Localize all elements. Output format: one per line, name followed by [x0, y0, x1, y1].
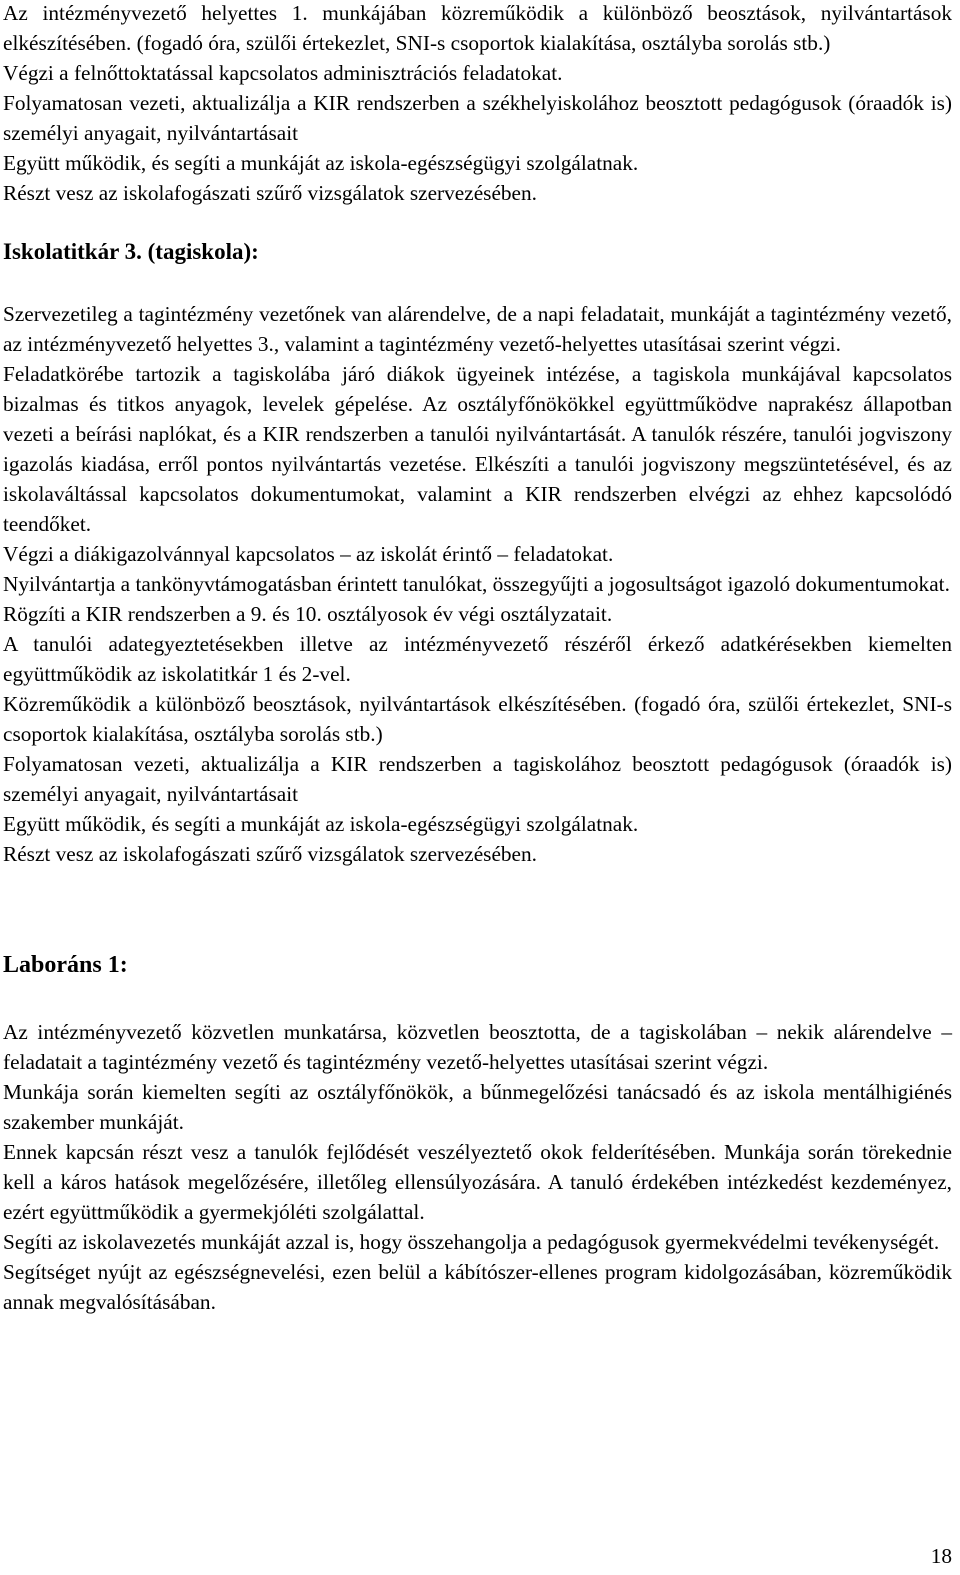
paragraph: Az intézményvezető közvetlen munkatársa, közvetlen beosztotta, de a tagiskolában – nekik alárendelve – feladatait a tagintézmény vezető és tagintézmény vezető-helyettes utasításai szerint végzi. [3, 1020, 952, 1074]
document-body [3, 0, 952, 1317]
section-heading-laborans: Laboráns 1: [3, 952, 128, 978]
paragraph: Részt vesz az iskolafogászati szűrő vizsgálatok szervezésében. [3, 181, 537, 205]
section-heading-iskolatitkar: Iskolatitkár 3. (tagiskola): [3, 239, 259, 264]
paragraph: Együtt működik, és segíti a munkáját az iskola-egészségügyi szolgálatnak. [3, 151, 639, 175]
paragraph: Segíti az iskolavezetés munkáját azzal is, hogy összehangolja a pedagógusok gyermekvédelmi tevékenységét. [3, 1230, 940, 1254]
paragraph: Munkája során kiemelten segíti az osztályfőnökök, a bűnmegelőzési tanácsadó és az iskola mentálhigiénés szakember munkáját. [3, 1080, 952, 1134]
paragraph: Szervezetileg a tagintézmény vezetőnek van alárendelve, de a napi feladatait, munkáját a tagintézmény vezető, az intézményvezető helyettes 3., valamint a tagintézmény vezető-helyettes utasításai szerint végzi. [3, 302, 952, 356]
paragraph: Nyilvántartja a tankönyvtámogatásban érintett tanulókat, összegyűjti a jogosultságot igazoló dokumentumokat. [3, 572, 950, 596]
paragraph: Részt vesz az iskolafogászati szűrő vizsgálatok szervezésében. [3, 842, 537, 866]
paragraph: Végzi a diákigazolvánnyal kapcsolatos – az iskolát érintő – feladatokat. [3, 542, 614, 566]
paragraph: Együtt működik, és segíti a munkáját az iskola-egészségügyi szolgálatnak. [3, 812, 639, 836]
paragraph: Ennek kapcsán részt vesz a tanulók fejlődését veszélyeztető okok felderítésében. Munkája során törekednie kell a káros hatások megelőzésére, illetőleg ellensúlyozására. A tanuló érdekében intézkedést kezdeményez, ezért együttműködik a gyermekjóléti szolgálattal. [3, 1140, 952, 1224]
paragraph: Rögzíti a KIR rendszerben a 9. és 10. osztályosok év végi osztályzatait. [3, 602, 613, 626]
paragraph: Folyamatosan vezeti, aktualizálja a KIR rendszerben a tagiskolához beosztott pedagógusok (óraadók is) személyi anyagait, nyilvántartásait [3, 752, 952, 806]
paragraph: Végzi a felnőttoktatással kapcsolatos adminisztrációs feladatokat. [3, 61, 563, 85]
paragraph: Folyamatosan vezeti, aktualizálja a KIR rendszerben a székhelyiskolához beosztott pedagógusok (óraadók is) személyi anyagait, nyilvántartásait [3, 91, 952, 145]
paragraph: Segítséget nyújt az egészségnevelési, ezen belül a kábítószer-ellenes program kidolgozásában, közreműködik annak megvalósításában. [3, 1260, 952, 1314]
paragraph: Az intézményvezető helyettes 1. munkájában közreműködik a különböző beosztások, nyilvántartások elkészítésében. (fogadó óra, szülői értekezlet, SNI-s csoportok kialakítása, osztályba sorolás stb.) [3, 1, 952, 55]
paragraph: Feladatkörébe tartozik a tagiskolába járó diákok ügyeinek intézése, a tagiskola munkájával kapcsolatos bizalmas és titkos anyagok, levelek gépelése. Az osztályfőnökökkel együttműködve naprakész állapotban vezeti a beírási naplókat, és a KIR rendszerben a tanulói nyilvántartását. A tanulók részére, tanulói jogviszony igazolás kiadása, erről pontos nyilvántartás vezetése. Elkészíti a tanulói jogviszony megszüntetésével, és az iskolaváltással kapcsolatos dokumentumokat, valamint a KIR rendszerben elvégzi az ehhez kapcsolódó teendőket. [3, 362, 952, 536]
paragraph: A tanulói adategyeztetésekben illetve az intézményvezető részéről érkező adatkérésekben kiemelten együttműködik az iskolatitkár 1 és 2-vel. [3, 632, 952, 686]
page-number: 18 [930, 1544, 952, 1568]
paragraph: Közreműködik a különböző beosztások, nyilvántartások elkészítésében. (fogadó óra, szülői értekezlet, SNI-s csoportok kialakítása, osztályba sorolás stb.) [3, 692, 952, 746]
